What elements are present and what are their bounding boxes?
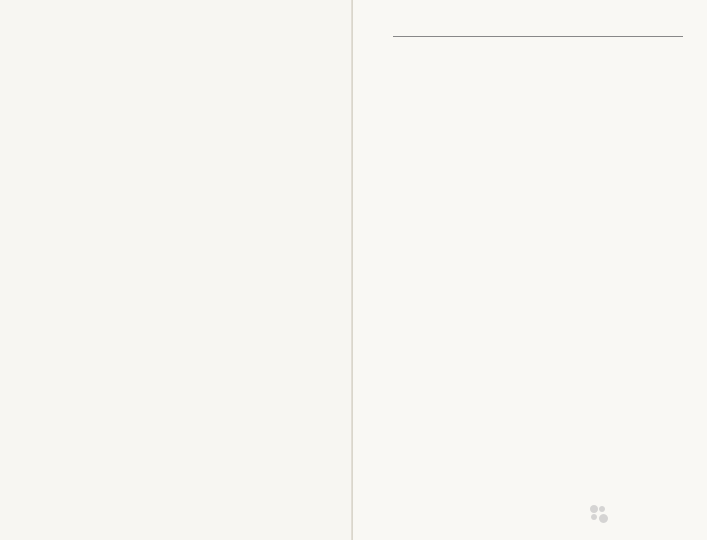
running-head-rule (393, 36, 683, 37)
left-page (0, 0, 353, 540)
right-page (353, 0, 707, 540)
avito-watermark (590, 503, 611, 527)
avito-logo-icon (590, 505, 608, 523)
